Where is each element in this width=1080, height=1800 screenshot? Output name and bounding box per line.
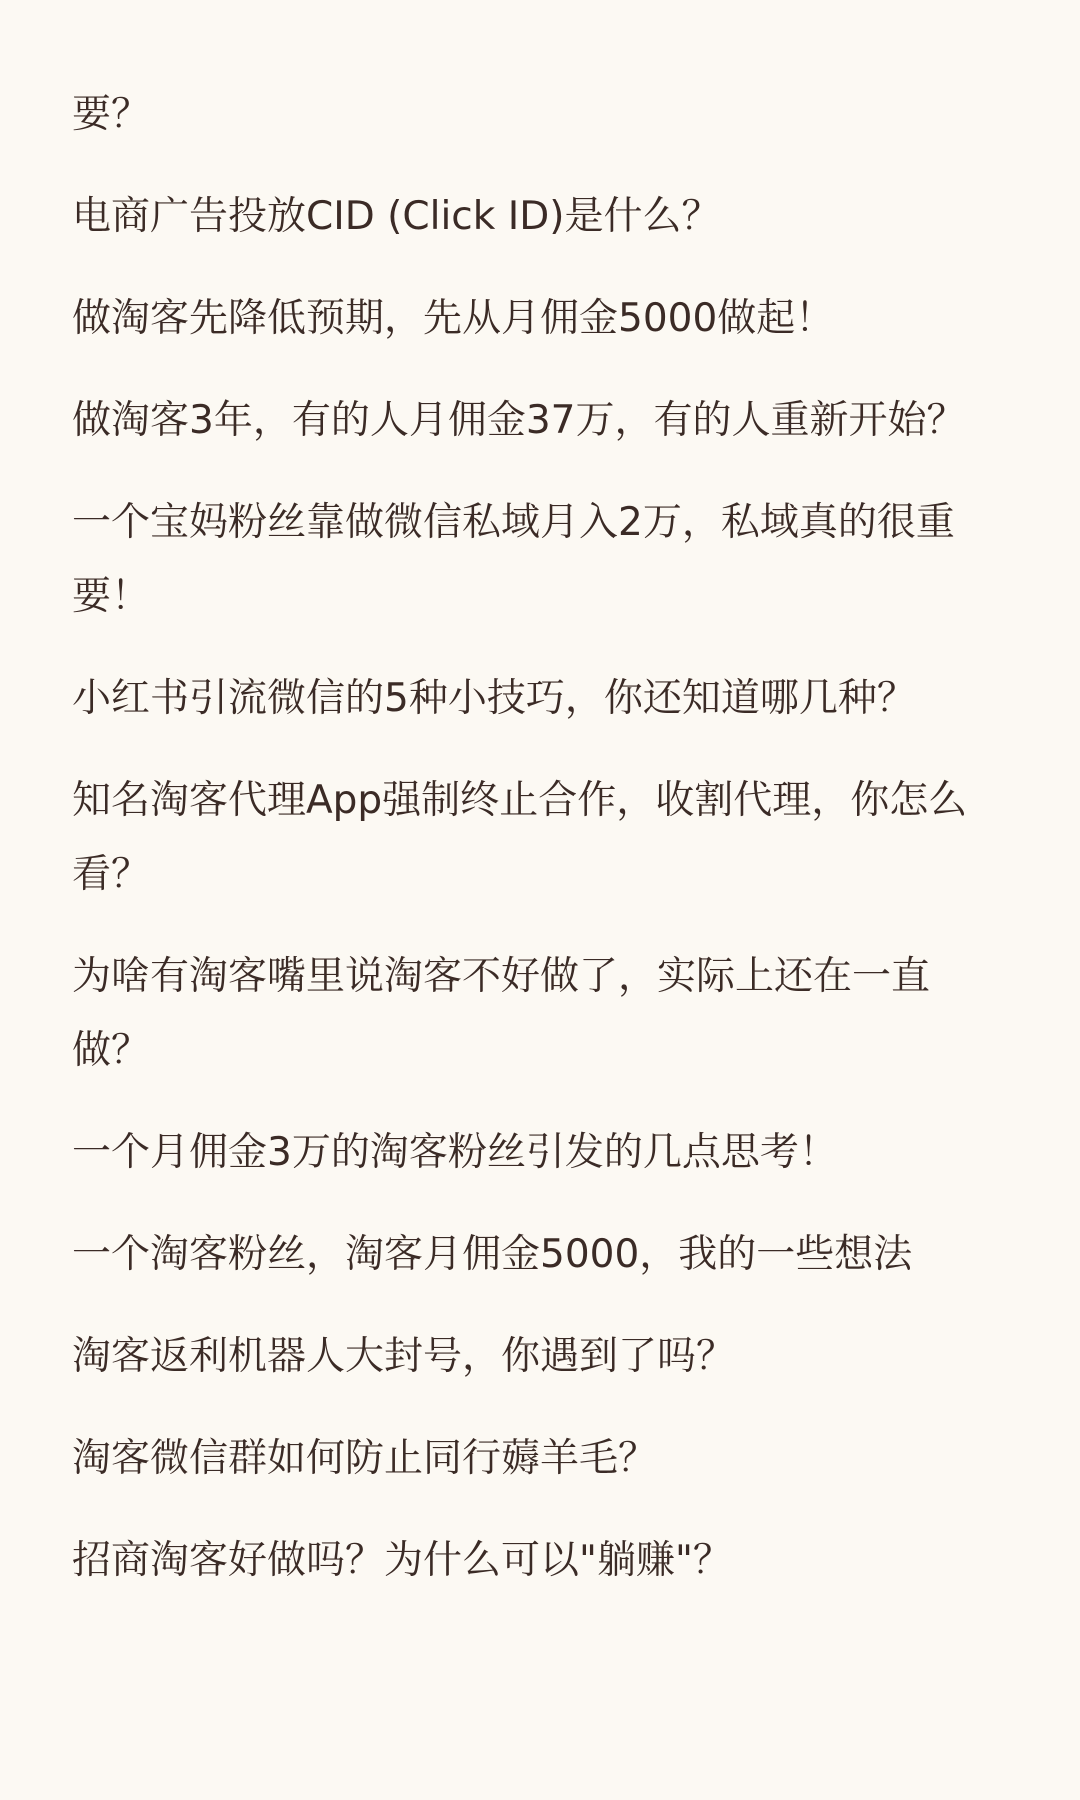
- article-link[interactable]: 做淘客先降低预期，先从月佣金5000做起！: [72, 296, 835, 341]
- article-link[interactable]: 为啥有淘客嘴里说淘客不好做了，实际上还在一直做？: [72, 954, 931, 1073]
- article-link[interactable]: 小红书引流微信的5种小技巧，你还知道哪几种？: [72, 676, 916, 721]
- article-link[interactable]: 一个月佣金3万的淘客粉丝引发的几点思考！: [72, 1130, 838, 1175]
- article-link[interactable]: 一个淘客粉丝，淘客月佣金5000，我的一些想法: [72, 1232, 913, 1277]
- article-link-partial[interactable]: 要？: [72, 92, 151, 137]
- article-link[interactable]: 知名淘客代理App强制终止合作，收割代理，你怎么看？: [72, 778, 968, 897]
- article-link[interactable]: 做淘客3年，有的人月佣金37万，有的人重新开始？: [72, 398, 966, 443]
- article-list: [72, 78, 1007, 1598]
- article-link[interactable]: 淘客微信群如何防止同行薅羊毛？: [72, 1436, 658, 1481]
- article-link[interactable]: 一个宝妈粉丝靠做微信私域月入2万，私域真的很重要！: [72, 500, 955, 619]
- article-link[interactable]: 招商淘客好做吗？为什么可以"躺赚"？: [72, 1538, 732, 1583]
- article-link[interactable]: 电商广告投放CID (Click ID)是什么？: [72, 194, 721, 239]
- article-link[interactable]: 淘客返利机器人大封号，你遇到了吗？: [72, 1334, 736, 1379]
